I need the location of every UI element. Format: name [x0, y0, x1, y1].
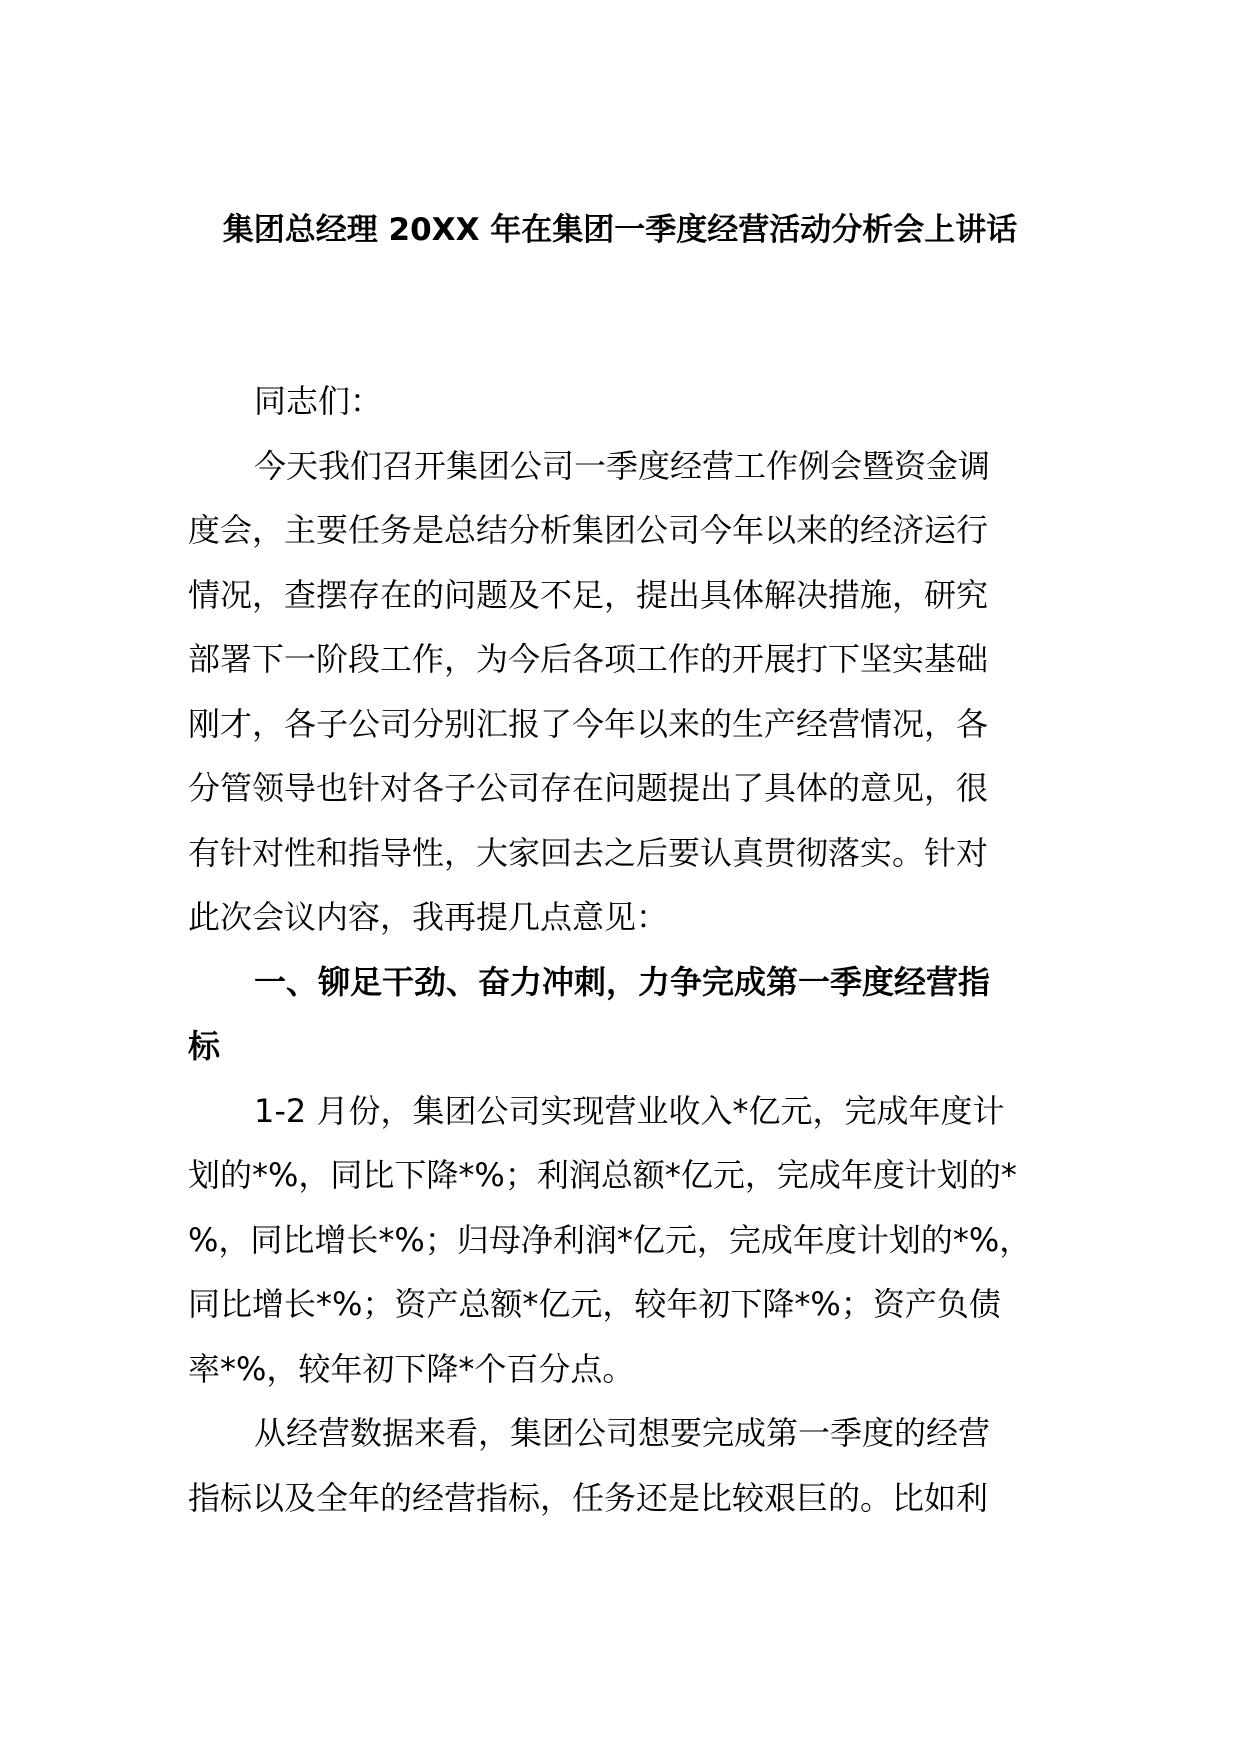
paragraph-line: 刚才，各子公司分别汇报了今年以来的生产经营情况，各	[188, 704, 989, 743]
paragraph-line: 从经营数据来看，集团公司想要完成第一季度的经营	[254, 1414, 991, 1452]
paragraph-line: 情况，查摆存在的问题及不足，提出具体解决措施，研究	[188, 575, 989, 614]
paragraph-line: 今天我们召开集团公司一季度经营工作例会暨资金调	[254, 446, 991, 485]
paragraph-line: %，同比增长*%；归母净利润*亿元，完成年度计划的*%，	[188, 1220, 1032, 1259]
paragraph-line: 有针对性和指导性，大家回去之后要认真贯彻落实。针对	[188, 833, 989, 872]
document-title: 集团总经理 20XX 年在集团一季度经营活动分析会上讲话	[222, 212, 1018, 248]
paragraph-line: 1-2 月份，集团公司实现营业收入*亿元，完成年度计	[254, 1091, 1005, 1130]
document-body	[188, 369, 1068, 1530]
paragraph-line: 同比增长*%；资产总额*亿元，较年初下降*%；资产负债	[188, 1285, 1001, 1323]
section-heading: 一、铆足干劲、奋力冲刺，力争完成第一季度经营指	[254, 962, 991, 1001]
paragraph-line: 划的*%，同比下降*%；利润总额*亿元，完成年度计划的*	[188, 1156, 1017, 1194]
section-heading-continued: 标	[188, 1027, 221, 1065]
paragraph-line: 部署下一阶段工作，为今后各项工作的开展打下坚实基础	[188, 640, 989, 678]
paragraph-line: 指标以及全年的经营指标，任务还是比较艰巨的。比如利	[188, 1478, 989, 1517]
paragraph-line: 度会，主要任务是总结分析集团公司今年以来的经济运行	[188, 511, 989, 549]
salutation: 同志们：	[254, 382, 383, 420]
paragraph-line: 率*%，较年初下降*个百分点。	[188, 1349, 635, 1388]
paragraph-line: 分管领导也针对各子公司存在问题提出了具体的意见，很	[188, 769, 989, 807]
paragraph-line: 此次会议内容，我再提几点意见：	[188, 898, 669, 936]
